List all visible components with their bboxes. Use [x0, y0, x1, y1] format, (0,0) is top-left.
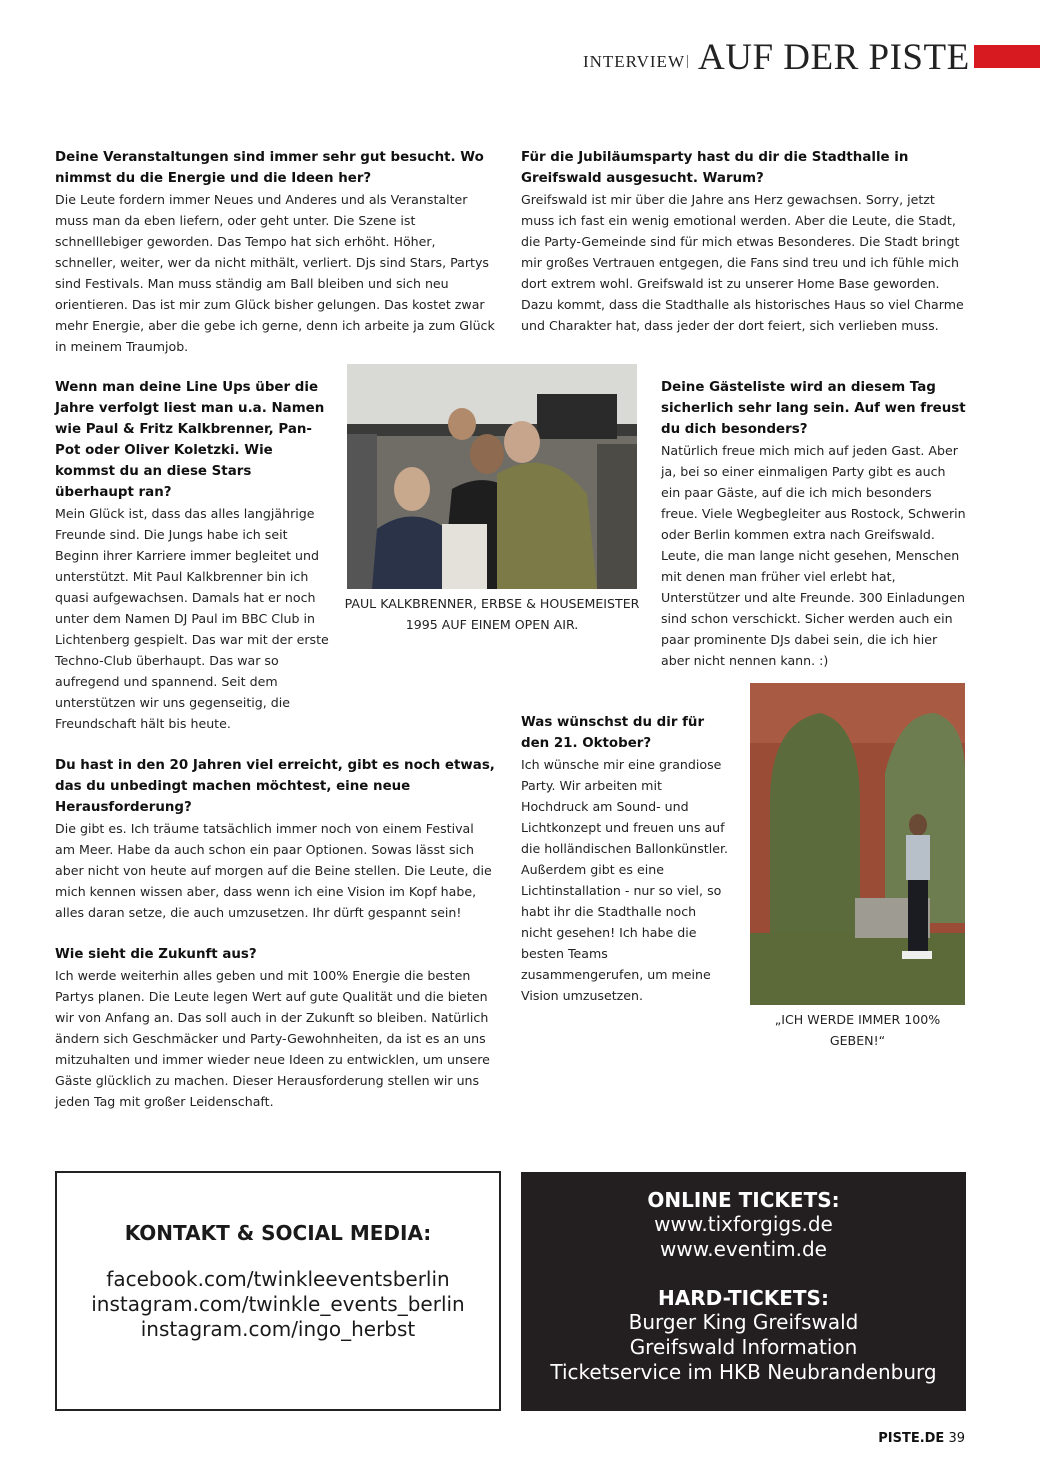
- tickets-box: [521, 1172, 966, 1411]
- answer: Ich werde weiterhin alles geben und mit 100% Energie die besten Partys planen. Die Leute legen Wert auf gute Qualität und die bieten wir von Anfang an. Das soll auch in der Zukunft so bleiben. Natürlich ändern sich Geschmäcker und Party-Gewohnheiten, da ist es an uns mitzuhalten und immer wieder neue Ideen zu entwicklen, um unsere Gäste glücklich zu machen. Dieser Herausforderung stellen wir uns jeden Tag mit großer Leidenschaft.: [55, 968, 490, 1109]
- ticket-link-eventim[interactable]: www.eventim.de: [660, 1237, 827, 1261]
- ticket-link-tixforgigs[interactable]: www.tixforgigs.de: [654, 1212, 833, 1236]
- contact-link-facebook[interactable]: facebook.com/twinkleeventsberlin: [106, 1267, 450, 1291]
- section-kicker: INTERVIEW: [582, 52, 685, 71]
- answer: Mein Glück ist, dass das alles langjährige Freunde sind. Die Jungs habe ich seit Beginn ihrer Karriere immer begleitet und unterstützt. Mit Paul Kalkbrenner bin ich quasi aufgewachsen. Damals hat er noch unter dem Namen DJ Paul im BBC Club in Lichtenberg gespielt. Das war mit der erste Techno-Club überhaupt. Das war so aufregend und spannend. Seit dem unterstützen wir uns gegenseitig, die Freundschaft hält bis heute.: [55, 506, 329, 731]
- interview-block-october: [521, 712, 731, 1006]
- header-accent-bar: [974, 45, 1040, 68]
- photo-caption-djs: PAUL KALKBRENNER, ERBSE & HOUSEMEISTER 1995 AUF EINEM OPEN AIR.: [344, 596, 640, 632]
- answer: Die gibt es. Ich träume tatsächlich immer noch von einem Festival am Meer. Habe da auch schon ein paar Optionen. Sowas lässt sich aber nicht von heute auf morgen auf die Beine stellen. Die Leute, die mich kennen wissen aber, dass wenn ich eine Vision im Kopf habe, alles daran setze, die auch umzusetzen. Ihr dürft gespannt sein!: [55, 821, 492, 920]
- online-tickets-heading: ONLINE TICKETS:: [647, 1188, 840, 1212]
- hard-ticket-outlet: Ticketservice im HKB Neubrandenburg: [550, 1360, 937, 1384]
- interview-block-lineups: [55, 377, 330, 734]
- contact-heading: KONTAKT & SOCIAL MEDIA:: [124, 1221, 432, 1245]
- page-title: AUF DER PISTE: [698, 37, 970, 78]
- photo-ruin-portrait: [750, 683, 965, 1005]
- photo-djs-open-air-image: [347, 364, 637, 589]
- interview-block-energy: [55, 147, 495, 357]
- answer: Natürlich freue mich mich auf jeden Gast. Aber ja, bei so einer einmaligen Party gibt es auch ein paar Gäste, auf die ich mich besonders freue. Viele Wegbegleiter aus Rostock, Schwerin oder Berlin kommen extra nach Greifswald. Leute, die man lange nicht gesehen, Menschen mit denen man früher viel erlebt hat, Unterstützer und alte Freunde. 300 Einladungen sind schon verschickt. Sicher werden auch ein paar prominente DJs dabei sein, die ich hier aber nicht nennen kann. :): [661, 443, 966, 668]
- answer: Die Leute fordern immer Neues und Anderes und als Veranstalter muss man da eben liefern, oder geht unter. Die Szene ist schnelllebiger geworden. Das Tempo hat sich erhöht. Höher, schneller, weiter, wer da nicht mithält, verliert. Djs sind Stars, Partys sind Festivals. Man muss ständig am Ball bleiben und sich neu orientieren. Das ist mir zum Glück bisher gelungen. Das kostet zwar mehr Energie, aber die gebe ich gerne, denn ich arbeite ja zum Glück in meinem Traumjob.: [55, 192, 495, 354]
- contact-link-instagram-events[interactable]: instagram.com/twinkle_events_berlin: [91, 1292, 465, 1316]
- contact-box: [55, 1171, 501, 1411]
- footer-brand: PISTE.DE: [878, 1431, 945, 1446]
- answer: Greifswald ist mir über die Jahre ans Herz gewachsen. Sorry, jetzt muss ich fast ein wenig emotional werden. Aber die Leute, die Stadt, die Party-Gemeinde sind für mich etwas Besonderes. Die Stadt bringt mir großes Vertrauen entgegen, die Fans sind treu und ich fühle mich dort extrem wohl. Greifswald ist zu unserer Home Base geworden. Dazu kommt, dass die Stadthalle als historisches Haus so viel Charme und Charakter hat, dass jeder der dort feiert, sich verlieben muss.: [521, 192, 964, 333]
- interview-block-guestlist: [661, 377, 966, 671]
- question: Für die Jubiläumsparty hast du dir die Stadthalle in Greifswald ausgesucht. Warum?: [521, 150, 909, 186]
- question: Deine Gästeliste wird an diesem Tag sicherlich sehr lang sein. Auf wen freust du dich besonders?: [661, 380, 966, 437]
- page-footer: [878, 1431, 965, 1446]
- question: Was wünschst du dir für den 21. Oktober?: [521, 715, 705, 751]
- hard-ticket-outlet: Greifswald Information: [629, 1335, 858, 1359]
- question: Wenn man deine Line Ups über die Jahre verfolgt liest man u.a. Namen wie Paul & Fritz Kalkbrenner, Pan-Pot oder Oliver Koletzki. Wie kommst du an diese Stars überhaupt ran?: [55, 380, 325, 500]
- answer: Ich wünsche mir eine grandiose Party. Wir arbeiten mit Hochdruck am Sound- und Lichtkonzept und freuen uns auf die holländischen Ballonkünstler. Außerdem gibt es eine Lichtinstallation - nur so viel, so habt ihr die Stadthalle noch nicht gesehen! Ich habe die besten Teams zusammengerufen, um meine Vision umzusetzen.: [521, 757, 729, 1003]
- photo-ruin-portrait-image: [750, 683, 965, 1005]
- interview-block-stadthalle: [521, 147, 966, 336]
- contact-link-instagram-ingo[interactable]: instagram.com/ingo_herbst: [140, 1317, 416, 1341]
- question: Wie sieht die Zukunft aus?: [55, 947, 257, 962]
- photo-djs-open-air: [347, 364, 637, 589]
- question: Deine Veranstaltungen sind immer sehr gut besucht. Wo nimmst du die Energie und die Ideen her?: [55, 150, 484, 186]
- interview-block-future: [55, 944, 500, 1112]
- hard-ticket-outlet: Burger King Greifswald: [628, 1310, 859, 1334]
- page-number: 39: [948, 1431, 965, 1446]
- question: Du hast in den 20 Jahren viel erreicht, gibt es noch etwas, das du unbedingt machen möchtest, eine neue Herausforderung?: [55, 758, 495, 815]
- interview-block-challenge: [55, 755, 495, 923]
- photo-caption-quote: „ICH WERDE IMMER 100% GEBEN!“: [774, 1012, 941, 1048]
- hard-tickets-heading: HARD-TICKETS:: [658, 1286, 829, 1310]
- header-separator: |: [686, 53, 690, 69]
